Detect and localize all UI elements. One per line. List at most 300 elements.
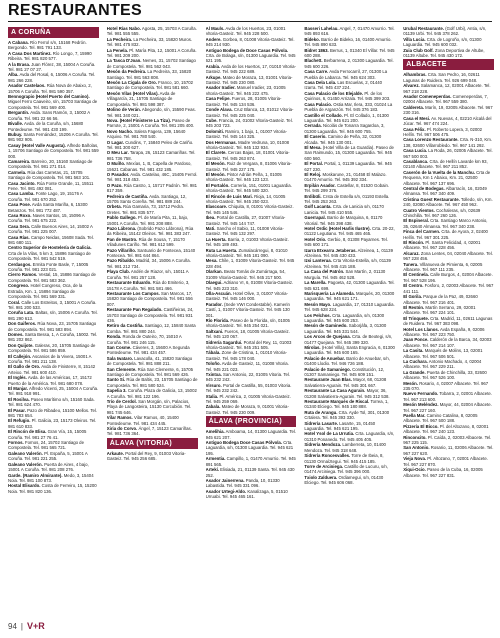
restaurant-entry <box>206 183 297 194</box>
restaurant-entry <box>304 58 395 69</box>
header-rule <box>8 21 492 22</box>
restaurant-address: Crta. de Logroño, s/n, 01300 Laguardia. Tel. 945 600 032. <box>403 36 482 48</box>
restaurant-entry <box>107 307 198 323</box>
restaurant-address: Pl. Galicia, 23, 15173 Oleiros. Tel. 981 610 833. <box>8 418 97 429</box>
restaurant-entry <box>206 340 297 351</box>
restaurant-name: Mesón Mayo. <box>304 301 332 307</box>
restaurant-address: Crsta de Estella s/n, 01193 Estella. Tel. 945 253 263. <box>304 193 390 204</box>
restaurant-address: San Antonio, 22, 01005 Vitoria. Tel. 945 232 242. <box>205 372 291 383</box>
restaurant-address: Baltas, s/n, 15006 A Coruña. Tel. 981 290 613. <box>8 310 98 321</box>
restaurant-address: Rúa Nova de Abaixo, 2, 15706 A Coruña. Tel. 981 590 357. <box>8 83 92 94</box>
restaurant-entry <box>403 137 494 148</box>
restaurant-name: Centro Superior de Hostelería de Galicia. <box>8 245 92 251</box>
restaurant-name: Villa Lucia. <box>403 36 426 42</box>
restaurant-address: Cochaleras, s/n, 02639 Chinchilla. Tel. 967 260 126. <box>403 207 481 218</box>
restaurant-name: El Rincón. <box>403 240 425 246</box>
restaurant-entry <box>107 129 198 140</box>
restaurant-name: Casa Dela Lola. <box>304 80 337 86</box>
restaurant-name: Casa Palacio. <box>304 101 333 107</box>
restaurant-name: Palacio de Samaniego. <box>304 366 351 372</box>
restaurant-name: A Cabana. <box>8 40 29 45</box>
restaurant-address: Barreiro, 20, 15160 Santiago de Compostela. Tel. 981 271 014. <box>8 158 93 170</box>
restaurant-entry <box>403 359 494 370</box>
restaurant-entry <box>304 48 395 59</box>
restaurant-name: Finca del Carmen. <box>403 229 441 235</box>
restaurant-entry <box>304 475 395 486</box>
restaurant-entry <box>107 388 198 399</box>
restaurant-entry <box>304 302 395 313</box>
restaurant-name: Basseri Lahelau. <box>304 26 339 31</box>
restaurant-name: Cerrada. <box>304 123 322 129</box>
restaurant-address: Cundins, 7, 15840 Peleo de Cariño. Tel. 981 300 627. <box>106 139 194 150</box>
restaurant-entry <box>107 291 198 307</box>
restaurant-address: Kanalizaga, 5, 01510 Urruabi. Tel. 945 465 161. <box>205 488 288 500</box>
restaurant-entry <box>8 213 99 224</box>
restaurant-address: Crta. Ayde Tol, 301, 01300 Crtalera. Tel. 945 393 330. <box>304 409 390 421</box>
restaurant-entry <box>8 300 99 311</box>
restaurant-name: Casa Lucia. <box>403 148 428 154</box>
restaurant-entry <box>206 318 297 329</box>
restaurant-name: Hotel Orio. <box>304 236 327 242</box>
restaurant-entry <box>403 197 494 208</box>
page-title: RESTAURANTES <box>8 2 142 19</box>
restaurant-name: El Portal. <box>304 161 324 167</box>
restaurant-name: Alcaraz. <box>403 250 420 256</box>
restaurant-address: Marqués, 20, 01300 Laguardia. Tel. 945 621 171. <box>304 290 395 302</box>
restaurant-entry <box>206 372 297 383</box>
restaurant-entry <box>304 161 395 172</box>
restaurant-address: Correría, 151, 01001 Laguardia. Vitoria-Gasteiz. Tel. 945 580 320. <box>205 182 292 194</box>
restaurant-address: Torrea, 1, 01340 Elciego. Tel. 945 180 888. <box>304 399 389 410</box>
section-heading: A CORUÑA <box>8 27 99 38</box>
restaurant-name: Carmela. <box>8 169 27 175</box>
restaurant-entry <box>8 462 99 473</box>
restaurant-entry <box>304 334 395 345</box>
restaurant-entry <box>206 26 297 37</box>
restaurant-name: Alba. <box>8 72 19 78</box>
restaurant-address: Albarracín, 16, 02049 Almansa. Tel. 967 340 409. <box>403 185 487 197</box>
restaurant-name: Coruña Lata. <box>8 310 35 316</box>
restaurant-address: La Pedreira, 33, 15820 Santiago. Tel. 981 563 808. <box>106 69 192 80</box>
restaurant-address: (Hotel Villa de La Guardia). Paseo de San Raimundo, 15, 01300 Laguardia. Tel. 945 600 560. <box>304 144 394 161</box>
restaurant-entry <box>107 280 198 291</box>
restaurant-entry <box>304 388 395 399</box>
restaurant-entry <box>206 75 297 86</box>
restaurant-entry <box>8 94 99 110</box>
restaurant-entry <box>403 105 494 116</box>
restaurant-address: Avda. de las Américas, 17, 15172 Puerto de la América. Tel. 981 680 078. <box>8 375 92 386</box>
restaurant-name: Saltxani. <box>205 328 224 334</box>
restaurant-entry <box>8 224 99 235</box>
restaurant-address: Barrio de Bideko, 16, 01400 Amurrio. Tel. 945 890 633. <box>304 36 392 48</box>
restaurant-address: Andén de Riazor, s/n, 15011 A Coruña. Tel. 981 257 128. <box>106 269 189 280</box>
restaurant-address: Santiago, 12, 15840 Santa Comba. Tel. 981 880 244. <box>106 323 196 334</box>
restaurant-entry <box>206 118 297 129</box>
restaurant-name: Vilar Ramos. <box>106 415 133 421</box>
restaurant-entry <box>304 410 395 421</box>
restaurant-address: Torre de Ibeia, 8, 01130 Ormaíztegui. Tel. 945 415 185. <box>304 453 384 464</box>
restaurant-name: Casa Felipe. <box>205 96 231 102</box>
restaurant-address: Cáveres, 3, 15600 A Segunda Pontedeume. Tel. 981 434 457. <box>106 344 190 356</box>
restaurant-address: Rúa Nova, 23, 15705 Santiago de Compostela. Tel. 981 583 894. <box>8 321 97 332</box>
restaurant-name: El Trinquete. <box>403 315 429 321</box>
restaurant-entry <box>206 456 297 467</box>
restaurant-address: Barrio de Marquina, 6, 01170 Vitorial. Tel. 945 398 438. <box>304 215 383 226</box>
restaurant-address: Avda de Gasteiz, 11, 01008 Vitoria. Tel. 945 221 023. <box>205 361 289 372</box>
restaurant-name: El Inglés. <box>8 375 27 381</box>
restaurant-name: Bideko. <box>304 36 320 42</box>
restaurant-address: Alfredo Vicenti, 25, 15004 A Coruña. Tel. 981 918 991. <box>8 386 99 397</box>
restaurant-name: La Casita. <box>403 348 424 354</box>
restaurant-name: Casa Lorenzo Restaurante. <box>403 137 459 143</box>
restaurant-address: Manuel Iradier, 23, 01005 Vitoria-Gasteiz. Tel. 945 222 475. <box>205 85 286 96</box>
restaurant-address: Madre Vedruna, 10, 01008 Vitoria-Gasteiz. Tel. 945 132 934. <box>205 139 289 150</box>
restaurant-entry <box>403 435 494 446</box>
restaurant-entry <box>403 424 494 435</box>
column-5 <box>403 26 494 614</box>
restaurant-address: Crta. N-310, Km. 138, 02600 Villarrobledo. Tel. 967 141 292. <box>403 137 493 148</box>
restaurant-name: Urubal Restaurante. <box>403 26 445 31</box>
restaurant-name: El Gorila. <box>403 294 423 300</box>
restaurant-address: Avda de Finisterre, 8, 15142 Arteixo. Tel. 981 600 410. <box>8 364 96 375</box>
restaurant-entry <box>8 272 99 283</box>
restaurant-address: Avda de Villagarcía, 21, 15705 Santiago de Compostela. Tel. 981 598 387. <box>106 90 176 107</box>
restaurant-name: Sapelia 3. <box>106 388 127 394</box>
restaurant-entry <box>403 218 494 229</box>
restaurant-name: Domes. <box>8 331 24 337</box>
restaurant-name: Caldereta. <box>403 104 424 110</box>
restaurant-entry <box>403 83 494 94</box>
restaurant-name: Santo Si. <box>106 377 126 383</box>
restaurant-name: Casa el Mesi. <box>403 115 431 121</box>
restaurant-address: Rioja, 14, 01005 Vitoria-Gasteiz. Tel. 945 250 023. <box>205 193 286 204</box>
restaurant-name: Txiolo Zalduera. <box>304 474 338 480</box>
restaurant-name: El Caserío. <box>304 134 327 140</box>
restaurant-address: Crta. de Hellín Lavarde km 93, 02140 Albacete. Tel. 967 211 852. <box>403 158 488 170</box>
restaurant-name: Fornos. <box>8 440 24 446</box>
restaurant-entry <box>403 72 494 83</box>
restaurant-name: Mesón de Gaminedo. <box>304 323 348 329</box>
restaurant-name: Casa Félix. <box>403 126 426 132</box>
restaurant-address: Lasarte, 15, 01450 Laguardia. Tel. 945 621 195. <box>304 420 376 432</box>
restaurant-name: Ronda. <box>106 334 122 340</box>
restaurant-name: La Pecheira. <box>106 36 133 42</box>
restaurant-name: Blachett. <box>304 58 323 64</box>
restaurant-address: Hotel Congreso, Oca, de la Estrada, Km. 1, 15894 Santiago de Compostela. Tel. 981 569 331. <box>8 283 83 300</box>
restaurant-entry <box>403 467 494 478</box>
page-header <box>0 0 500 22</box>
restaurant-address: Avda Santa Mariña, 6, 15300 Betanzos. Tel. 981 772 487. <box>8 202 88 213</box>
restaurant-address: Ramiro, 1 bajo, 1, 01007 Vitoria-Gasteiz. Tel. 945 144 325. <box>205 128 287 140</box>
restaurant-entry <box>403 316 494 327</box>
restaurant-name: Guerrapal. <box>304 215 326 221</box>
restaurant-address: Marín, 19, 02005 Albacete. Tel. 967 230 316. <box>403 104 493 116</box>
restaurant-name: Mati. <box>205 226 216 232</box>
restaurant-entry <box>206 129 297 140</box>
restaurant-name: La Marella. <box>304 280 327 286</box>
restaurant-address: Nicolás de Tonarra Sagardoa, 3, 01300 Laguardia. Tel. 945 600 755. <box>304 123 385 134</box>
section-heading: ÁLAVA (VITORIA) <box>107 438 198 449</box>
restaurant-address: Gorbea, 8, 01008 Vitoria-Gasteiz. Tel. 945 214 930. <box>205 36 295 48</box>
restaurant-entry <box>107 215 198 226</box>
restaurant-name: Bivalle. <box>8 121 24 127</box>
restaurant-name: Sidrería Mendoza. <box>304 442 342 448</box>
restaurant-entry <box>206 64 297 75</box>
restaurant-name: Casa Sera. <box>8 223 30 229</box>
restaurant-address: Paseo de la Florida, s/n, 01005 Vitoria-Gasteiz. Tel. 945 254 021. <box>205 317 290 329</box>
restaurant-entry <box>206 194 297 205</box>
restaurant-entry <box>304 145 395 161</box>
restaurant-name: Rinconcito. <box>403 434 427 440</box>
restaurant-address: Pl. de María Pita, 11, bajo, 15001 A Coruña. Tel. 981 208 888. <box>106 215 189 226</box>
restaurant-name: Asador Iradier. <box>205 85 236 91</box>
restaurant-address: Parque de la Paz, 49, 02660 Albacete. Tel. 967 216 401. <box>403 294 478 305</box>
restaurant-name: O Muíño. <box>106 161 126 167</box>
restaurant-name: Vieja Nova. <box>403 456 427 462</box>
restaurant-entry <box>8 321 99 332</box>
restaurant-entry <box>304 237 395 248</box>
restaurant-entry <box>8 62 99 73</box>
restaurant-entry <box>206 478 297 489</box>
restaurant-entry <box>304 377 395 388</box>
restaurant-entry <box>8 310 99 321</box>
restaurant-name: Olla-Ascuán. <box>205 290 232 296</box>
restaurant-entry <box>403 148 494 159</box>
restaurant-entry <box>304 123 395 134</box>
restaurant-entry <box>403 208 494 219</box>
restaurant-entry <box>107 451 198 462</box>
restaurant-name: Cerdasgos. <box>8 261 32 267</box>
restaurant-address: Crta de la Vilas, 5 km 3, 15896 Santiago de Compostela. Tel. 981 542 519. <box>8 250 91 262</box>
restaurant-name: Bennograpio (Hotel Puerto del Camino). <box>8 94 90 100</box>
restaurant-address: Crta. de Bolaga, s/n, 01300 Laguardia. Tel. 945 621 195. <box>205 53 296 64</box>
restaurant-entry <box>8 283 99 299</box>
restaurant-address: Hotel Olive, 3, 01007 Vitoria-Gasteiz. Tel. 945 146 000. <box>205 290 288 302</box>
restaurant-address: San Morgán, s/n, Palacios, Playa de Langosteira, 15130 Corcubión. Tel. 981 745 646. <box>106 399 192 415</box>
restaurant-name: Dolomiti. <box>205 128 224 134</box>
restaurant-name: Dos Hermanas. <box>205 139 237 145</box>
restaurant-address: Constitución, 12, 01307 Samaniego. Tel. 945 609 151. <box>304 366 385 377</box>
restaurant-address: Abegondo, s/n, 15590 Feas. Tel. 981 340 021. <box>106 107 196 118</box>
restaurant-name: Nova. (Hotel Finisterre La Tiza). <box>106 117 171 123</box>
restaurant-entry <box>107 226 198 237</box>
restaurant-name: El Restón. <box>403 304 425 310</box>
restaurant-entry <box>206 37 297 48</box>
restaurant-entry <box>304 134 395 145</box>
restaurant-entry <box>107 69 198 80</box>
restaurant-entry <box>403 127 494 138</box>
restaurant-name: El Centro. <box>403 283 424 289</box>
restaurant-entry <box>8 473 99 484</box>
restaurant-address: (Hotel Villa), Santa Engracia, 6, 01300 Laguardia. Tel. 945 600 165. <box>304 344 395 356</box>
restaurant-name: Txintxa. <box>205 372 222 377</box>
restaurant-name: Ruta La Huerta. <box>205 247 238 253</box>
restaurant-entry <box>403 305 494 316</box>
restaurant-address: Portal de Castilla, 55, 01003 Vitoria. Tel. 945 232 242. <box>205 382 292 394</box>
restaurant-address: Crta. Laguardia, s/n, 01300 Laguardia. Tel. 945 600 253. <box>304 312 385 323</box>
restaurant-entry <box>107 91 198 107</box>
restaurant-entry <box>107 140 198 151</box>
restaurant-name: La Huerta. <box>205 236 227 242</box>
restaurant-address: Río Longo, 7, 15990 Ribeira. Tel. 981 820 577. <box>8 50 92 62</box>
restaurant-entry <box>206 350 297 361</box>
restaurant-entry <box>206 150 297 161</box>
restaurant-entry <box>206 291 297 302</box>
restaurant-address: Paseo de la Cuba, 16, 02005 Albacete. Tel. 967 227 831. <box>403 467 483 478</box>
restaurant-entry <box>304 431 395 442</box>
restaurant-entry <box>403 445 494 456</box>
restaurant-entry <box>403 381 494 392</box>
restaurant-address: Ángel, 7, 15123 Camariñas. Tel. 981 736 364. <box>106 426 192 437</box>
restaurant-entry <box>8 51 99 62</box>
restaurant-entry <box>8 386 99 397</box>
restaurant-entry <box>107 80 198 91</box>
restaurant-address: Salera Fagera, 139, 15640 Arquivo. Tel. 981 780 540. <box>106 128 186 140</box>
restaurant-entry <box>304 464 395 475</box>
restaurant-entry <box>206 440 297 456</box>
restaurant-name: Tunera. <box>403 261 419 267</box>
restaurant-name: Antiguo Bodega Doce Casas Pólvola. <box>205 440 282 446</box>
restaurant-entry <box>304 113 395 124</box>
restaurant-name: Tábala. <box>205 350 221 356</box>
restaurant-name: Xiria do Corvo. <box>106 426 138 432</box>
restaurant-name: Mesón La Cigala de Oro. <box>106 80 157 86</box>
restaurant-name: Andere. <box>205 36 222 42</box>
page-number: 94 <box>8 621 17 631</box>
restaurant-address: Fonte Lago, 19, 15176 A Coruña. Tel. 981 670 252. <box>8 191 83 202</box>
restaurant-name: El Refugio. <box>8 418 31 424</box>
restaurant-entry <box>107 107 198 118</box>
restaurant-address: (Golf Urbi), Antia, s/n, 01139 Urbi. Tel. 945 378 262. <box>403 26 487 37</box>
restaurant-name: Garde. (Ramiro Almirante). <box>8 472 63 478</box>
restaurant-address: Zumalacárregui, 8, 01010 Vitoria-Gasteiz. Tel. 945 181 090. <box>205 247 288 259</box>
restaurant-entry <box>403 327 494 338</box>
restaurant-name: Juan Ponce. <box>403 337 429 343</box>
restaurant-name: Mirolas. <box>304 344 321 350</box>
restaurant-address: Pl. Altozano, 7, 02001 Albacete. Tel. 967 227 870. <box>403 456 488 467</box>
footer-separator: | <box>20 621 23 631</box>
restaurant-name: Parador. <box>205 301 223 307</box>
restaurant-address: Crta. Madrid, 11, 02611 Lagunas de Ruidera. Tel. 967 383 098. <box>403 315 493 327</box>
restaurant-entry <box>8 121 99 132</box>
magazine-logo: V+R <box>26 621 45 631</box>
restaurant-entry <box>8 159 99 170</box>
restaurant-address: Santa Bessa, 1, A Coruña, 15002. Tel. 981 202 862. <box>8 331 98 343</box>
restaurant-name: La Tasca D'Joan. <box>106 58 142 64</box>
restaurant-name: Don Quijote. <box>8 342 34 348</box>
restaurant-address: Gran Vía, 15, 15005 Coruña. Tel. 981 27 76 41. <box>8 429 87 440</box>
restaurant-name: Retiro da Costiña. <box>106 323 144 329</box>
restaurant-entry <box>403 370 494 381</box>
restaurant-name: Castillo el Collado. <box>304 112 343 118</box>
restaurant-address: Pl. El Collado, 1, 01300 Laguardia. Tel. 945 621 200. <box>304 112 389 123</box>
restaurant-name: Mesa. <box>205 258 218 264</box>
restaurant-name: Hotel Ysol de La Urrutia. <box>304 431 355 437</box>
restaurant-address: Ordiamegui, s/n, 01430 Elciego. Tel. 945 606 068. <box>304 474 384 486</box>
restaurant-name: Pizzería El Bicco. <box>403 423 439 429</box>
restaurant-address: Crta Vitoria-Estella, s/n, 01139 Alzeinea. Tel. 945 415 188. <box>304 258 391 269</box>
restaurant-name: El Mesa. <box>304 144 322 150</box>
restaurant-entry <box>107 415 198 426</box>
restaurant-entry <box>107 334 198 345</box>
restaurant-name: Zuia Club Golf. <box>403 47 434 53</box>
restaurant-name: Casa Pose. <box>8 202 31 208</box>
restaurant-entry <box>8 40 99 51</box>
restaurant-address: Naves Santos, 15, 15096 A Coruña. Tel. 981 675 222. <box>8 213 85 224</box>
restaurant-entry <box>107 237 198 248</box>
restaurant-address: Ruiz de Vergara, 8, 01006 Vitoria-Gasteiz. Tel. 945 227 175. <box>205 161 292 172</box>
restaurant-name: A Casa Dos Martinez. <box>8 50 52 56</box>
restaurant-address: Juan Flórez, 38, 15004 A Coruña. Tel. 981 27 07 27. <box>8 61 96 73</box>
restaurant-address: Castiñeiras, 24, 15703 Santiago de Compostela. Tel. 981 931 436. <box>106 307 194 323</box>
restaurant-entry <box>403 272 494 283</box>
restaurant-name: Restaurante Los Campos. <box>106 290 160 296</box>
restaurant-entry <box>304 172 395 183</box>
restaurant-entry <box>8 235 99 246</box>
restaurant-name: O Pasador. <box>106 171 130 177</box>
restaurant-address: San Marcos, 17, 15820 Santiago de Compostela. Tel. 981 556 007. <box>106 290 193 307</box>
restaurant-address: Avda. de la Coruña, s/n, 15680 Pontedeume. Tel. 981 430 199. <box>8 121 84 132</box>
restaurant-address: Río Ferrol s/n, 15168 Pedrón. Bergondo. Tel. 981 791 133. <box>8 40 87 51</box>
restaurant-address: Coruña. Plaza de Galicia, 13, 15002 A Coruña. Tel. 981 122 196. <box>106 388 197 399</box>
restaurant-entry <box>107 194 198 205</box>
restaurant-address: Pl. Caída, 2, 02003 Albacete. Tel. 967 225 115. <box>403 434 492 446</box>
restaurant-address: (Sede VWI Condestable). Kamerin Castí, 1, 01007 Vitoria-Gasteiz. Tel. 945 130 001. <box>205 301 290 318</box>
restaurant-address: Chile, 1, 01009 Vitoria-Gasteiz. Tel. 945 228 494. <box>205 258 295 269</box>
restaurant-name: Cristina Guest Restaurante. <box>403 196 460 202</box>
restaurant-address: Zona Lentes, 04, 02040 Albacete. Tel. 967 228 456. <box>403 250 493 262</box>
restaurant-name: Pedreira de Castiña. <box>106 193 149 199</box>
restaurant-entry <box>8 202 99 213</box>
restaurant-name: San Antonio. <box>403 445 430 451</box>
restaurant-entry <box>304 26 395 37</box>
restaurant-address: Fueros, 28, 01005 Vitoria-Gasteiz. Tel. 945 134 536. <box>205 96 282 107</box>
column-1 <box>8 26 99 614</box>
restaurant-address: Madrid, 34, 15006 A Coruña. Tel. 981 212 734. <box>106 258 191 269</box>
restaurant-name: Hotel Los Llanos. <box>403 326 439 332</box>
restaurant-name: El Gallo de Oro. <box>8 364 41 370</box>
restaurant-address: Camino de Peña, 32, 01300 Alcada. Tel. 945 130 001. <box>304 134 382 145</box>
restaurant-address: Avda. Castelao, 46C, 15405 Ferrol. Tel. 981 318 453. <box>106 171 198 183</box>
column-3 <box>206 26 297 614</box>
restaurant-entry <box>107 172 198 183</box>
restaurant-address: Ostia Mar, Ilera, 333, 01024 La Puebla de Arganzón. Tel. 945 376 183. <box>304 101 393 113</box>
restaurant-address: Ermita Fonte Basle, 7, 15005 Coruña. Tel. 981 223 021. <box>8 261 89 273</box>
restaurant-entry <box>107 204 198 215</box>
restaurant-entry <box>206 226 297 237</box>
restaurant-name: Cuatro Vientos. <box>403 207 435 213</box>
restaurant-name: El Centinela. <box>403 272 429 278</box>
restaurant-address: Portal de Castilla, 27, 01007 Vitoria-Gasteiz. Tel. 945 144 747. <box>205 215 286 226</box>
restaurant-name: O Pazo. <box>106 182 123 188</box>
restaurant-name: Coral. <box>8 299 21 305</box>
restaurant-entry <box>304 37 395 48</box>
restaurant-entry <box>304 204 395 215</box>
restaurant-entry <box>206 204 297 215</box>
restaurant-entry <box>8 262 99 273</box>
restaurant-entry <box>403 456 494 467</box>
restaurant-address: Galeras, 20, 15705 Santiago de Compostela. Tel. 981 586 859. <box>8 342 96 354</box>
restaurant-entry <box>206 237 297 248</box>
restaurant-name: Casa Rías. <box>8 234 30 240</box>
restaurant-address: Pagoeta, 42, 01300 Laguardia. Tel. 945 621 699. <box>304 280 395 291</box>
restaurant-name: Playa Club. <box>106 269 130 275</box>
restaurant-entry <box>107 269 198 280</box>
restaurant-name: Casa Jacinto. <box>8 180 36 186</box>
restaurant-address: Puerta de Aires, 4 bajo, 15001 A Coruña. Tel. 981 208 276. <box>8 461 89 473</box>
restaurant-address: Berbarrena, 2, 01300 Laguardia. Tel. 945 600 226. <box>304 58 394 69</box>
restaurant-address: Portal del Rey, 11, 01003 Vitoria-Gasteiz. Tel. 945 251 505. <box>205 339 292 350</box>
